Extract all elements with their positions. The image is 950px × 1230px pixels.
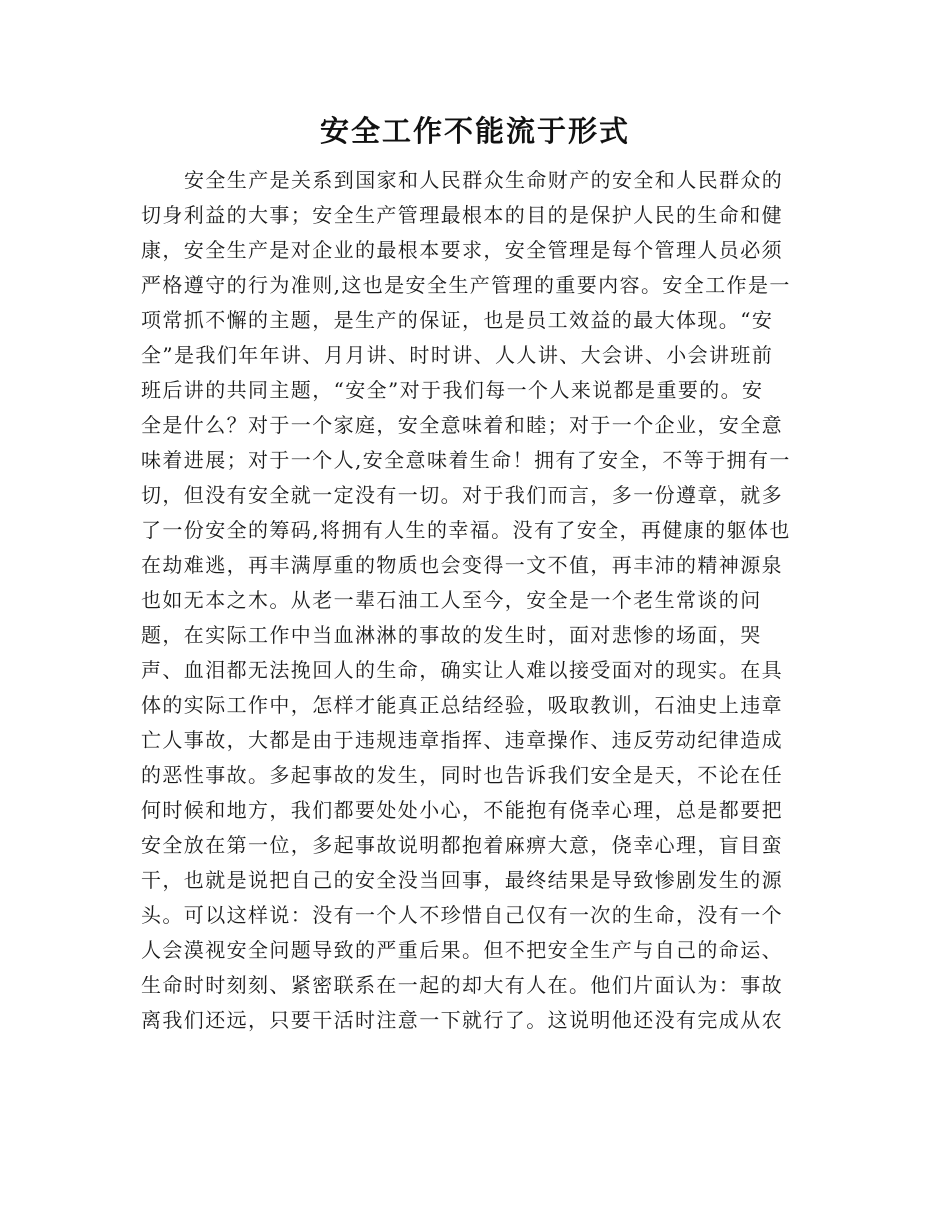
text-line: 在劫难逃，再丰满厚重的物质也会变得一文不值，再丰沛的精神源泉 [141,553,783,577]
text-line: 味着进展；对于一个人,安全意味着生命！拥有了安全，不等于拥有一 [141,448,791,472]
text-line: 离我们还远，只要干活时注意一下就行了。这说明他还没有完成从农 [141,1008,783,1032]
text-line: 切身利益的大事；安全生产管理最根本的目的是保护人民的生命和健 [141,203,783,227]
text-line: 班后讲的共同主题，“安全”对于我们每一个人来说都是重要的。安 [141,378,764,402]
text-line: 全是什么？对于一个家庭，安全意味着和睦；对于一个企业，安全意 [141,413,783,437]
text-line: 头。可以这样说：没有一个人不珍惜自己仅有一次的生命，没有一个 [141,903,783,927]
document-title: 安全工作不能流于形式 [319,114,630,148]
text-line: 干，也就是说把自己的安全没当回事，最终结果是导致惨剧发生的源 [141,868,783,892]
text-line: 康，安全生产是对企业的最根本要求，安全管理是每个管理人员必须 [141,238,783,262]
text-line: 人会漠视安全问题导致的严重后果。但不把安全生产与自己的命运、 [141,938,783,962]
text-line: 题，在实际工作中当血淋淋的事故的发生时，面对悲惨的场面，哭 [141,623,762,647]
text-line: 的恶性事故。多起事故的发生，同时也告诉我们安全是天，不论在任 [141,763,783,787]
text-line: 声、血泪都无法挽回人的生命，确实让人难以接受面对的现实。在具 [141,658,783,682]
text-line: 何时候和地方，我们都要处处小心，不能抱有侥幸心理，总是都要把 [141,798,783,822]
text-line: 严格遵守的行为准则,这也是安全生产管理的重要内容。安全工作是一 [141,273,791,297]
text-line: 体的实际工作中，怎样才能真正总结经验，吸取教训，石油史上违章 [141,693,783,717]
text-line: 全”是我们年年讲、月月讲、时时讲、人人讲、大会讲、小会讲班前 [141,343,774,367]
text-line: 切，但没有安全就一定没有一切。对于我们而言，多一份遵章，就多 [141,483,783,507]
text-line: 生命时时刻刻、紧密联系在一起的却大有人在。他们片面认为：事故 [141,973,783,997]
text-line: 了一份安全的筹码,将拥有人生的幸福。没有了安全，再健康的躯体也 [141,518,791,542]
text-line: 项常抓不懈的主题，是生产的保证，也是员工效益的最大体现。“安 [141,308,774,332]
text-line: 也如无本之木。从老一辈石油工人至今，安全是一个老生常谈的问 [141,588,762,612]
text-line: 亡人事故，大都是由于违规违章指挥、违章操作、违反劳动纪律造成 [141,728,783,752]
text-line: 安全放在第一位，多起事故说明都抱着麻痹大意，侥幸心理，盲目蛮 [141,833,783,857]
text-line: 安全生产是关系到国家和人民群众生命财产的安全和人民群众的 [184,168,784,192]
document-body [141,163,801,1038]
